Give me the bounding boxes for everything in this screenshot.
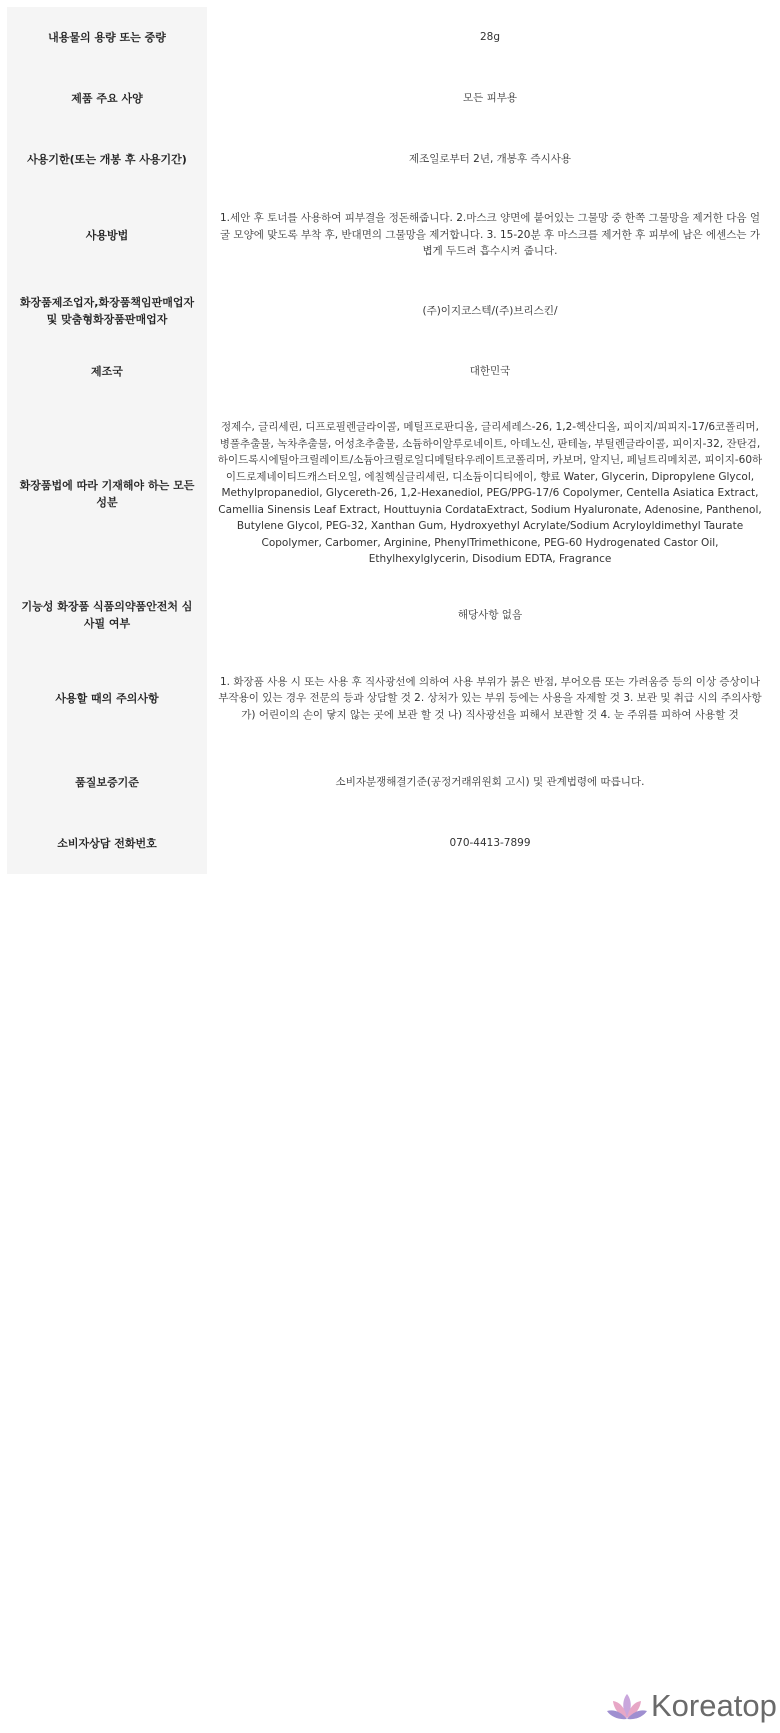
row-label: 품질보증기준 [7,752,207,813]
product-info-table [7,7,773,874]
row-label: 사용기한(또는 개봉 후 사용기간) [7,129,207,189]
row-value: 대한민국 [469,365,511,378]
row-value: 해당사항 없음 [457,608,523,621]
table-row [7,129,773,189]
row-label: 화장품법에 따라 기재해야 하는 모든 성분 [7,402,207,585]
row-label: 제품 주요 사양 [7,68,207,129]
row-value: (주)이지코스텍/(주)브리스킨/ [422,304,558,317]
table-row [7,341,773,402]
row-value: 28g [479,31,501,44]
row-label: 화장품제조업자,화장품책임판매업자 및 맞춤형화장품판매업자 [7,281,207,341]
table-row [7,645,773,752]
brand-name: Koreatop [651,1688,777,1723]
table-row [7,68,773,129]
lotus-icon [606,1690,648,1722]
row-label: 소비자상담 전화번호 [7,813,207,874]
row-label: 사용방법 [7,189,207,281]
brand-logo [606,1686,776,1726]
row-value: 소비자분쟁해결기준(공정거래위원회 고시) 및 관계법령에 따릅니다. [335,776,645,789]
row-value: 070-4413-7899 [449,837,531,850]
table-row [7,281,773,341]
row-value: 모든 피부용 [462,92,518,105]
table-row [7,752,773,813]
row-value: 정제수, 글리세린, 디프로필렌글라이콜, 메틸프로판디올, 글리세레스-26, 1,2-헥산디올, 피이지/피피지-17/6코폴리머, 병풀추출물, 녹차추출물, 어성초추출물, 소듐하이알루로네이트, 아데노신, 판테놀, 부틸렌글라이콜, 피이지-32, 잔탄검, 하이드록시에틸아크릴레이트/소듐아크릴로일디메틸타우레이트코폴리머, 카보머, 알지닌, 페닐트리메치콘, 피이지-60하이드로제네이티드캐스터오일, 에칠헥실글리세린, 디소듐이디티에이, 향료 Water, Glycerin, Dipropylene Glycol, Methylpropanediol, Glycereth-26, 1,2-Hexanediol, PEG/PPG-17/6 Copolymer, Centella Asiatica Extract, Camellia Sinensis Leaf Extract, Houttuynia CordataExtract, Sodium Hyaluronate, Adenosine, Panthenol, Butylene Glycol, PEG-32, Xanthan Gum, Hydroxyethyl Acrylate/Sodium Acryloyldimethyl Taurate Copolymer, Carbomer, Arginine, PhenylTrimethicone, PEG-60 Hydrogenated Castor Oil, Ethylhexylglycerin, Disodium EDTA, Fragrance [217,421,763,566]
row-label: 기능성 화장품 식품의약품안전처 심사필 여부 [7,585,207,645]
row-value: 제조일로부터 2년, 개봉후 즉시사용 [408,152,572,165]
table-row [7,7,773,68]
row-value: 1.세안 후 토너를 사용하여 피부결을 정돈해줍니다. 2.마스크 양면에 붙어있는 그물망 중 한쪽 그물망을 제거한 다음 얼굴 모양에 맞도록 부착 후, 반대면의 그물망을 제거합니다. 3. 15-20분 후 마스크를 제거한 후 피부에 남은 에센스는 가볍게 두드려 흡수시켜 줍니다. [219,212,761,258]
table-row [7,189,773,281]
table-row [7,402,773,585]
row-label: 제조국 [7,341,207,402]
row-label: 사용할 때의 주의사항 [7,645,207,752]
row-value: 1. 화장품 사용 시 또는 사용 후 직사광선에 의하여 사용 부위가 붉은 반점, 부어오름 또는 가려움증 등의 이상 증상이나 부작용이 있는 경우 전문의 등과 상담할 것 2. 상처가 있는 부위 등에는 사용을 자제할 것 3. 보관 및 취급 시의 주의사항 가) 어린이의 손이 닿지 않는 곳에 보관 할 것 나) 직사광선을 피해서 보관할 것 4. 눈 주위를 피하여 사용할 것 [218,675,762,721]
table-row [7,813,773,874]
row-label: 내용물의 용량 또는 중량 [7,7,207,68]
table-row [7,585,773,645]
